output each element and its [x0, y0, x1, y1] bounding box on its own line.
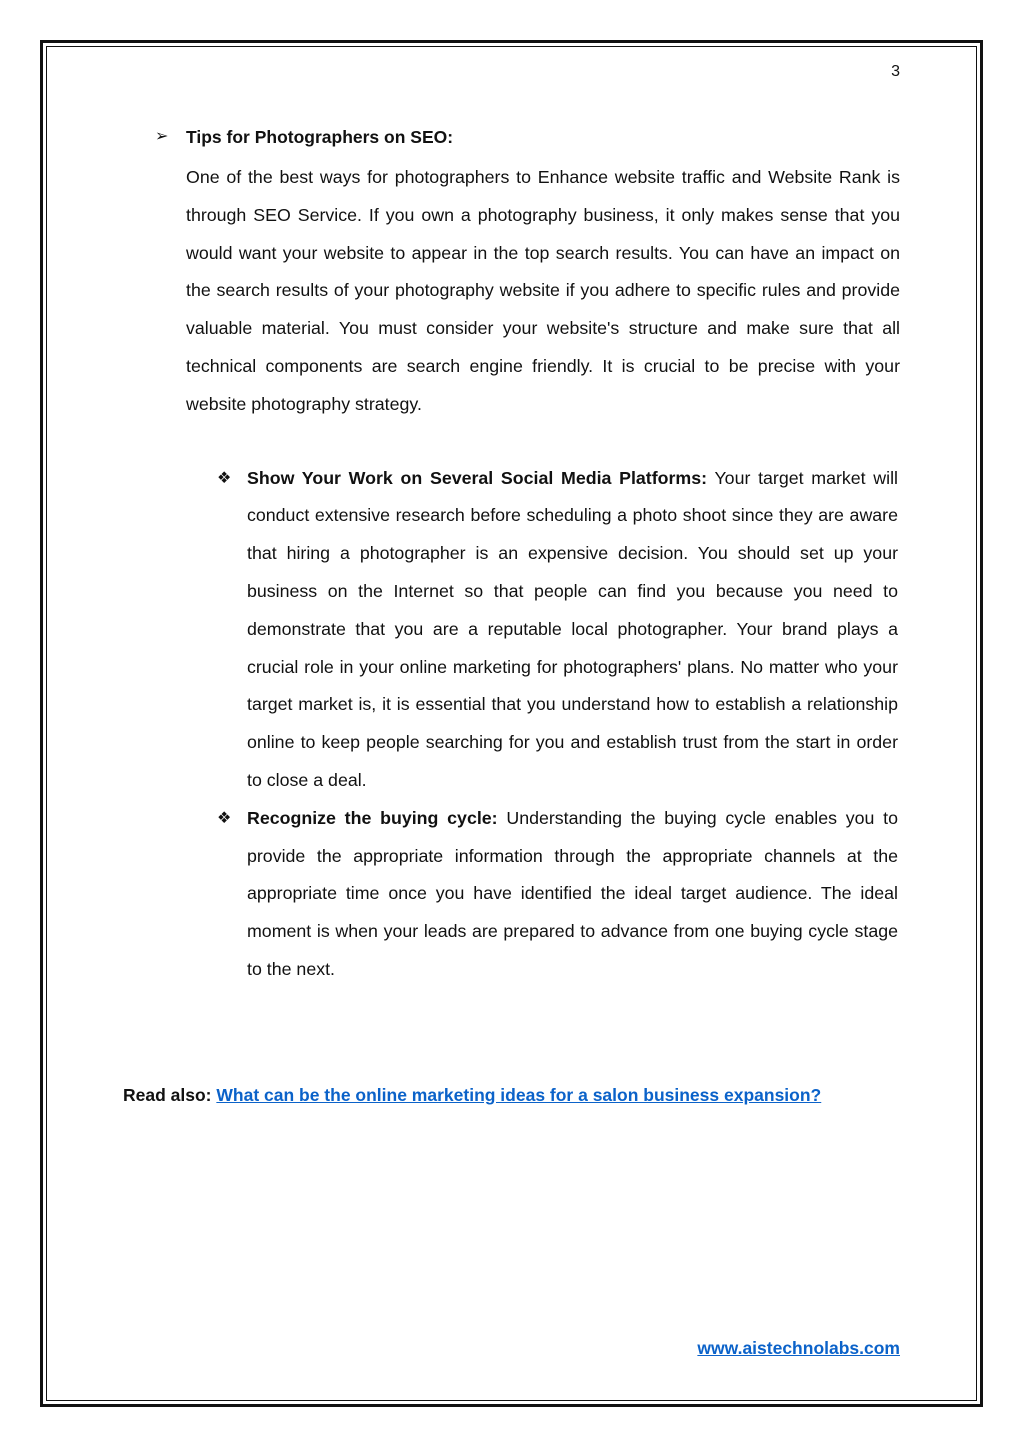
list-item-text: [247, 800, 898, 989]
diamond-bullet-icon: ❖: [217, 469, 232, 487]
list-item-body: Understanding the buying cycle enables you to provide the appropriate information through the appropriate channels at the appropriate time once you have identified the ideal target audience. The ideal moment is when your leads are prepared to advance from one buying cycle stage to the next.: [247, 807, 899, 979]
page-number: 3: [891, 63, 900, 80]
list-item-title: Recognize the buying cycle:: [247, 807, 498, 828]
tips-list: [217, 460, 900, 989]
list-item: [217, 460, 900, 800]
footer-website-link[interactable]: www.aistechnolabs.com: [697, 1338, 900, 1358]
diamond-bullet-icon: ❖: [217, 809, 232, 827]
read-also: [123, 1082, 821, 1108]
list-item: [217, 800, 900, 989]
read-also-label: Read also:: [123, 1085, 217, 1105]
seo-tips-section: [155, 123, 900, 989]
arrow-bullet-icon: ➢: [155, 128, 169, 145]
intro-paragraph: One of the best ways for photographers to Enhance website traffic and Website Rank is through SEO Service. If you own a photography business, it only makes sense that you would want your website to appear in the top search results. You can have an impact on the search results of your photography website if you adhere to specific rules and provide valuable material. You must consider your website's structure and make sure that all technical components are search engine friendly. It is crucial to be precise with your website photography strategy.: [186, 167, 900, 414]
section-heading: [155, 123, 900, 151]
read-also-link[interactable]: What can be the online marketing ideas for a salon business expansion?: [216, 1085, 822, 1105]
list-item-title: Show Your Work on Several Social Media Platforms:: [247, 467, 708, 488]
section-heading-text: Tips for Photographers on SEO:: [186, 126, 454, 147]
list-item-body: Your target market will conduct extensive research before scheduling a photo shoot since they are aware that hiring a photographer is an expensive decision. You should set up your business on the Internet so that people can find you because you need to demonstrate that you are a reputable local photographer. Your brand plays a crucial role in your online marketing for photographers' plans. No matter who your target market is, it is essential that you understand how to establish a relationship online to keep people searching for you and establish trust from the start in order to close a deal.: [247, 467, 898, 790]
list-item-text: [247, 460, 898, 800]
